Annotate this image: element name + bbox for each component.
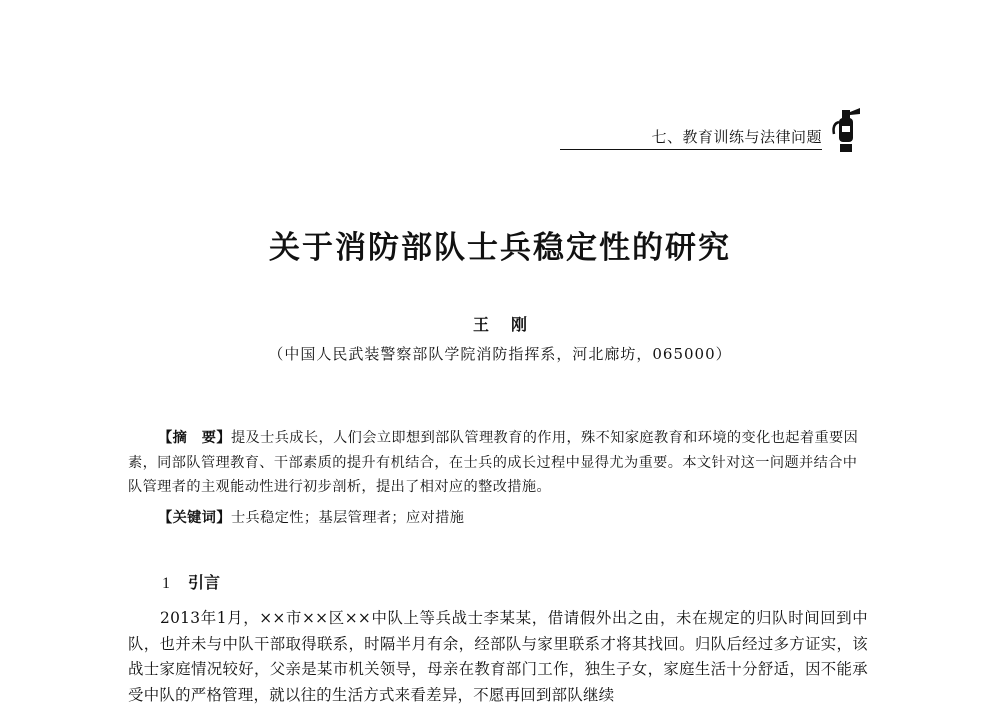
- section-title: 引言: [188, 573, 221, 592]
- section-number: 1: [162, 575, 170, 592]
- running-header: 七、教育训练与法律问题: [560, 126, 822, 150]
- abstract: [128, 426, 866, 500]
- paper-title: 关于消防部队士兵稳定性的研究: [269, 230, 731, 266]
- keywords-text: 士兵稳定性；基层管理者；应对措施: [230, 510, 465, 526]
- author-name: 王刚: [472, 315, 549, 334]
- section-heading: [162, 570, 220, 593]
- body-paragraph: 2013年1月，××市××区××中队上等兵战士李某某，借请假外出之由，未在规定的归队时间回到中队，也并未与中队干部取得联系，时隔半月有余，经部队与家里联系才将其找回。归队后经过多方证实，该战士家庭情况较好，父亲是某市机关领导，母亲在教育部门工作，独生子女，家庭生活十分舒适，因不能承受中队的严格管理，就以往的生活方式来看差异，不愿再回到部队继续: [128, 609, 868, 704]
- abstract-label: 【摘 要】: [158, 430, 231, 446]
- keywords-label: 【关键词】: [158, 510, 231, 526]
- fire-extinguisher-emblem-icon: [830, 104, 862, 154]
- abstract-text: 提及士兵成长，人们会立即想到部队管理教育的作用，殊不知家庭教育和环境的变化也起着重要因素，同部队管理教育、干部素质的提升有机结合，在士兵的成长过程中显得尤为重要。本文针对这一问题并结合中队管理者的主观能动性进行初步剖析，提出了相对应的整改措施。: [128, 430, 859, 495]
- author-affiliation: （中国人民武装警察部队学院消防指挥系，河北廊坊，065000）: [268, 345, 732, 363]
- keywords: [158, 507, 858, 527]
